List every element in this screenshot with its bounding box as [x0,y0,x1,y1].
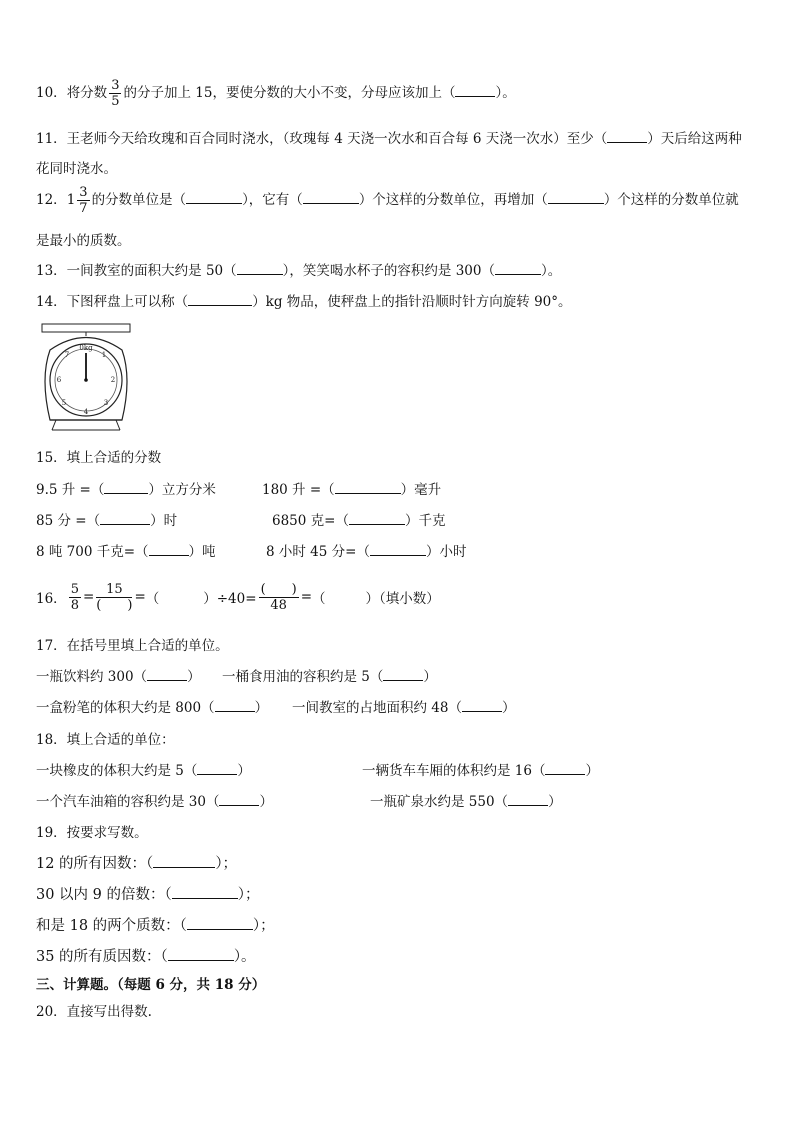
q19-line-4: 35 的所有质因数：（ ）。 [36,949,256,965]
answer-blank[interactable] [172,886,238,899]
answer-blank[interactable] [186,191,242,204]
answer-blank[interactable] [149,543,189,556]
answer-blank[interactable] [147,668,187,681]
q18-item-c: 一个汽车油箱的容积约是 30（ ） [36,794,273,810]
dial-mark-4: 4 [83,408,89,416]
q15-row1-right: 180 升 =（ ）毫升 [262,482,442,498]
answer-blank[interactable] [508,793,548,806]
dial-label-0kg: 0kg [79,344,93,352]
question-18-title: 18．填上合适的单位： [36,732,175,748]
q15-row2-right: 6850 克=（ ）千克 [272,513,446,529]
q18-item-a: 一块橡皮的体积大约是 5（ ） [36,763,251,779]
answer-blank[interactable] [495,262,541,275]
q19-line-1: 12 的所有因数：（ ）； [36,856,238,872]
dial-mark-2: 2 [110,376,116,384]
answer-blank[interactable] [153,855,215,868]
question-13: 13．一间教室的面积大约是 50（ ），笑笑喝水杯子的容积约是 300（ ）。 [36,263,562,279]
question-17-title: 17．在括号里填上合适的单位。 [36,638,229,654]
q15-row1-left: 9.5 升 =（ ）立方分米 [36,482,216,498]
q19-line-3: 和是 18 的两个质数：（ ）； [36,918,275,934]
scale-foot-left [52,420,56,430]
scale-tray [42,324,130,332]
q17-item-a: 一瓶饮料约 300（ ） [36,669,201,685]
dial-mark-6: 6 [56,376,62,384]
question-14: 14．下图秤盘上可以称（ ）kg 物品，使秤盘上的指针沿顺时针方向旋转 90°。 [36,294,572,310]
q17-item-d: 一间教室的占地面积约 48（ ） [292,700,516,716]
q19-line-2: 30 以内 9 的倍数：（ ）； [36,887,260,903]
question-16: 16． $\frac{5}{8}$ = $\frac{15}{( )}$ = （ ）÷40= $\frac{( )}{48}$ = （ ）（填小数） [36,581,440,613]
q17-item-c: 一盒粉笔的体积大约是 800（ ） [36,700,269,716]
answer-blank[interactable] [303,191,359,204]
answer-blank[interactable] [349,512,405,525]
q15-row3-right: 8 小时 45 分=（ ）小时 [266,544,467,560]
question-20: 20．直接写出得数. [36,1004,152,1020]
question-11: 11．王老师今天给玫瑰和百合同时浇水，（玫瑰每 4 天浇一次水和百合每 6 天浇一次水）至少（ ）天后给这两种 [36,131,742,147]
question-19-title: 19．按要求写数。 [36,825,148,841]
answer-blank[interactable] [455,84,495,97]
answer-blank[interactable] [187,917,253,930]
scale-pivot [84,378,88,382]
question-11-line2: 花同时浇水。 [36,161,117,177]
question-10: 10．将分数 $\frac{3}{5}$ 的分子加上 15，要使分数的大小不变，分母应该加上（ ）。 [36,78,516,109]
question-15-title: 15．填上合适的分数 [36,450,162,466]
section-3-heading: 三、计算题。（每题 6 分，共 18 分） [36,977,266,993]
answer-blank[interactable] [197,762,237,775]
answer-blank[interactable] [168,948,234,961]
answer-blank[interactable] [545,762,585,775]
answer-blank[interactable] [237,262,283,275]
answer-blank[interactable] [100,512,150,525]
dial-mark-1: 1 [101,351,107,359]
fraction-5-8: $\frac{5}{8}$ [70,581,79,613]
scale-figure [36,320,136,435]
answer-blank[interactable] [607,130,647,143]
fraction-15-blank[interactable]: $\frac{15}{( )}$ [96,581,133,613]
answer-blank[interactable] [188,293,252,306]
question-12: 12．1 $\frac{3}{7}$ 的分数单位是（ ），它有（ ）个这样的分数单位，再增加（ ）个这样的分数单位就 [36,185,739,216]
answer-blank[interactable] [219,793,259,806]
answer-blank[interactable] [370,543,426,556]
question-12-line2: 是最小的质数。 [36,233,131,249]
fraction-blank-48[interactable]: $\frac{( )}{48}$ [260,581,297,613]
fraction-3-7: $\frac{3}{7}$ [79,185,88,216]
q18-item-b: 一辆货车车厢的体积约是 16（ ） [362,763,599,779]
q15-row3-left: 8 吨 700 千克=（ ）吨 [36,544,216,560]
answer-blank[interactable] [383,668,423,681]
answer-blank[interactable] [548,191,604,204]
q17-item-b: 一桶食用油的容积约是 5（ ） [222,669,437,685]
q18-item-d: 一瓶矿泉水约是 550（ ） [370,794,562,810]
q15-row2-left: 85 分 =（ ）时 [36,513,178,529]
answer-blank[interactable] [462,699,502,712]
dial-mark-3: 3 [103,399,109,407]
answer-blank[interactable] [104,481,148,494]
answer-blank[interactable] [215,699,255,712]
dial-mark-5: 5 [61,399,67,407]
scale-foot-right [116,420,120,430]
fraction-3-5: $\frac{3}{5}$ [111,78,120,109]
dial-mark-7: 7 [64,351,70,359]
answer-blank[interactable] [335,481,401,494]
